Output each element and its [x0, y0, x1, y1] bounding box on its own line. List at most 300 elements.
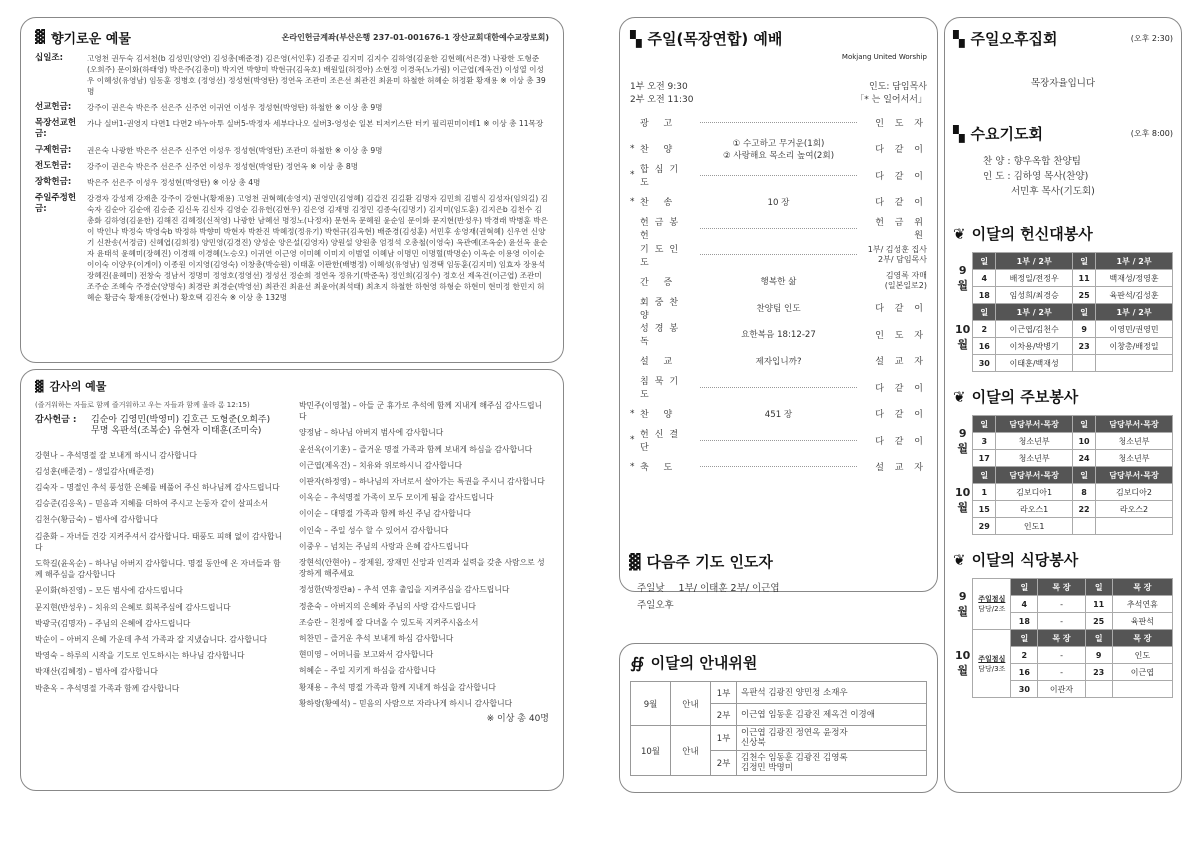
thanks-item: 김숙자 – 명절인 추석 풍성한 은혜를 베풀어 주신 하나님께 감사드립니다: [35, 483, 280, 493]
order-item-person: 다 같 이: [875, 198, 927, 209]
offering-label: 구제헌금:: [35, 145, 72, 155]
thanks-item: 정성한(박정란a) – 추석 연휴 출입을 지켜주심을 감사드립니다: [299, 585, 510, 595]
dotted-leader: [700, 387, 857, 388]
offering-names: 강주이 권은숙 박은주 선은주 신주연 이귀연 이성우 정성현(박영탄) 하철한 ※ 이상 총 9명: [87, 103, 383, 112]
guide-names: 이근엽 임동훈 김광진 제옥건 이경애: [737, 704, 927, 726]
schedule-month: 9월: [957, 263, 968, 292]
order-item-person: 다 같 이: [875, 436, 927, 447]
standing-mark: *: [630, 461, 635, 472]
next-week-title: 다음주 기도 인도자: [646, 553, 773, 571]
schedule-header-cell: 담당부서·목장: [1095, 416, 1172, 433]
thanks-item: 도학길(윤옥순) – 하나님 아버지 감사합니다. 명절 동안에 온 자녀들과 함께 해주심을 감사합니다: [35, 559, 281, 580]
schedule-row: [953, 433, 1173, 450]
thanks-right-column: [299, 400, 549, 725]
schedule-assignee: 이창총/배정일: [1096, 338, 1173, 355]
section-mark-icon: ▚: [953, 29, 965, 48]
thanks-item: 김성훈(배준경) – 생일감사(배준경): [35, 466, 154, 476]
offering-names: 권은숙 나광한 박은주 선은주 신주연 이성우 정성현(박영탄) 조관미 하철한 ※ 이상 총 9명: [87, 146, 383, 155]
worship-order-row: [630, 374, 927, 401]
schedule-assignee: [1112, 681, 1172, 698]
leaf-icon: ❦: [953, 387, 966, 406]
wednesday-leader: 인 도 : 김하영 목사(찬양): [983, 171, 1089, 182]
schedule-month: 9월: [957, 589, 968, 618]
meal-team: 담당/3조: [978, 664, 1006, 673]
schedule-month: 10월: [955, 486, 971, 514]
schedule-header-row: [953, 467, 1173, 484]
worship-order-row: [630, 189, 927, 216]
schedule-day: 16: [973, 338, 996, 355]
meal-team: 담당/2조: [978, 605, 1006, 613]
guide-role: 안내: [671, 682, 711, 726]
leaf-icon: ❦: [953, 550, 966, 569]
offering-label: 십일조:: [35, 53, 64, 63]
thanks-item: 박순이 – 아버지 은혜 가운데 추석 가족과 잘 지냈습니다. 감사합니다: [35, 635, 268, 645]
schedule-day: 15: [973, 501, 996, 518]
worship-order-row: [630, 215, 927, 242]
thanks-item: 윤선옥(이기훈) – 즐거운 명절 가족과 함께 보내게 하심을 감사합니다: [299, 444, 533, 454]
right-panel: [944, 17, 1182, 793]
schedule-header-cell: 일: [1073, 416, 1096, 433]
thanks-item: 이이순 – 대명절 가족과 함께 하신 주님 감사합니다: [299, 509, 471, 519]
order-item-person: 헌 금 위 원: [875, 218, 927, 242]
order-item-detail: 찬양팀 인도: [756, 303, 801, 314]
worship-order-row: [630, 162, 927, 189]
schedule-assignee: 이차용/박병기: [996, 338, 1073, 355]
guide-table: [630, 681, 927, 776]
schedule-header-cell: 1부 / 2부: [996, 304, 1073, 321]
dotted-leader: [700, 228, 857, 229]
worship-leader: 인도: 담임목사: [868, 82, 927, 92]
offering-label: 장학헌금:: [35, 177, 72, 187]
schedule-day: 18: [1011, 613, 1038, 630]
order-item-person: 설 교 자: [875, 463, 927, 474]
schedule-day: 10: [1073, 433, 1096, 450]
thanks-item: 문이화(하진영) – 모든 범사에 감사드립니다: [35, 586, 183, 596]
schedule-month: 9월: [957, 426, 968, 455]
guide-header: [630, 652, 927, 673]
schedule-meal-label: [973, 579, 1011, 630]
schedule-header-row: [953, 579, 1173, 596]
guide-names: 옥판석 김광진 양민정 소재우: [737, 682, 927, 704]
next-week-panel: [619, 551, 938, 641]
schedule-day: 16: [1011, 664, 1038, 681]
schedule-assignee: 청소년부: [996, 433, 1073, 450]
worship-standing-note: 「* 는 일어서서」: [855, 95, 927, 105]
section-mark-icon: ∯: [630, 653, 645, 672]
standing-mark: *: [630, 196, 635, 207]
thanks-left-column: [35, 400, 285, 725]
schedule-header-row: [953, 304, 1173, 321]
thanks-item: 박민주(이영철) – 아들 군 휴가로 추석에 함께 지내게 해주심 감사드립니다: [299, 401, 543, 422]
standing-mark: *: [630, 143, 635, 154]
bulletin-title: 이달의 주보봉사: [971, 388, 1079, 406]
schedule-row: [953, 287, 1173, 304]
guide-part: 1부: [711, 682, 737, 704]
wednesday-title: 수요기도회: [970, 125, 1043, 143]
guide-role: 안내: [671, 726, 711, 776]
schedule-assignee: 김보디아1: [996, 484, 1073, 501]
thanks-item: 강현나 – 추석명절 잘 보내게 하시니 감사합니다: [35, 450, 197, 460]
order-item-detail: 제자입니까?: [755, 356, 802, 367]
offering-row: [35, 161, 549, 172]
thanks-item: 박영숙 – 하루의 시작을 기도로 인도하시는 하나님 감사합니다: [35, 651, 245, 661]
schedule-meal-label: [973, 630, 1011, 698]
offering-label: 목장선교헌금:: [35, 118, 77, 139]
schedule-header-cell: 일: [973, 253, 996, 270]
schedule-day: 4: [1011, 596, 1038, 613]
worship-order-row: [630, 268, 927, 295]
schedule-header-cell: 목 장: [1038, 579, 1085, 596]
schedule-day: 29: [973, 518, 996, 535]
schedule-header-cell: 목 장: [1112, 630, 1172, 647]
schedule-assignee: -: [1038, 613, 1085, 630]
schedule-day: 30: [1011, 681, 1038, 698]
schedule-day: 25: [1073, 287, 1096, 304]
schedule-header-cell: 일: [973, 416, 996, 433]
guide-names: 김천수 임동훈 김광진 김영록 김정민 박명미: [737, 751, 927, 776]
worship-order-row: [630, 427, 927, 454]
next-week-afternoon-label: 주일오후: [637, 600, 674, 611]
cafeteria-header: [953, 549, 1173, 570]
next-week-header: [629, 551, 928, 572]
schedule-day: 9: [1085, 647, 1112, 664]
thanks-item: 박광국(김명자) – 주님의 은혜에 감사드립니다: [35, 618, 191, 628]
wednesday-praise: 찬 양 : 향우옥합 찬양팀: [983, 156, 1081, 167]
guide-panel: [619, 643, 938, 793]
schedule-day: [1073, 355, 1096, 372]
order-item-person: 다 같 이: [875, 383, 927, 394]
schedule-assignee: 청소년부: [996, 450, 1073, 467]
dotted-leader: [700, 175, 857, 176]
thanks-item: 현미영 – 어머니를 보고와서 감사합니다: [299, 650, 434, 660]
thanks-head-label: 감사헌금 :: [35, 415, 77, 426]
worship-order-row: [630, 242, 927, 269]
offering-names: 고영천 권두숙 김서천(b 김성민(양연) 김성총(배준경) 김은영(서인후) 김종균 김지미 김지수 김하영(김윤한 김현혜(서은경) 나광한 도형준(오희주) 문이화(하태영) 박은주(김총미) 박지연 박향미 박현규(김옥호) 배원일(허정아) 소현정 이경옥(노가림) 이근엽(제옥건) 이성열 이성우 이혜성(유영남) 임동훈 정병호 (정영선) 정성현(박영탄) 정연옥 조관미 조은선 최관진 최윤미 하철한 허혜순 허정환 황재용 ※ 이상 총 39명: [87, 54, 546, 96]
thanks-item: 허혜순 – 주일 지키게 하심을 감사합니다: [299, 666, 436, 676]
schedule-day: 24: [1073, 450, 1096, 467]
schedule-assignee: 인도1: [996, 518, 1073, 535]
worship-order-row: [630, 348, 927, 375]
dotted-leader: [700, 122, 857, 123]
schedule-header-cell: 일: [1073, 304, 1096, 321]
thanks-item: 장현석(안현아) – 장제원, 장재민 신앙과 인격과 실력을 갖춘 사람으로 성장하게 해주세요: [299, 558, 545, 579]
worship-order-row: [630, 109, 927, 136]
schedule-header-cell: 담당부서·목장: [1095, 467, 1172, 484]
order-item-person: 다 같 이: [875, 171, 927, 182]
schedule-header-row: [953, 253, 1173, 270]
thanks-item: 황재용 – 추석 명절 가족과 함께 지내게 하심을 감사합니다: [299, 682, 496, 692]
thanks-item: 김천수(황금숙) – 범사에 감사합니다: [35, 515, 158, 525]
schedule-assignee: [1095, 518, 1172, 535]
thanks-item: 양정남 – 하나님 아버지 범사에 감사합니다: [299, 428, 444, 438]
bulletin-header: [953, 386, 1173, 407]
schedule-day: 11: [1073, 270, 1096, 287]
afternoon-time: (오후 2:30): [1130, 34, 1173, 43]
schedule-day: 2: [1011, 647, 1038, 664]
offering-label: 선교헌금:: [35, 102, 72, 112]
schedule-day: 4: [973, 270, 996, 287]
schedule-row: [953, 321, 1173, 338]
meal-label: 주일점심: [978, 654, 1006, 663]
thanks-item: 허찬민 – 즐거운 추석 보내게 하심 감사합니다: [299, 634, 454, 644]
guide-part: 2부: [711, 751, 737, 776]
worship-time-1: 1부 오전 9:30: [630, 82, 688, 92]
schedule-header-row: [953, 630, 1173, 647]
order-item-name: 헌금봉헌: [640, 218, 685, 242]
thanks-item: 이판자(하정영) – 하나님의 자녀로서 살아가는 특권을 주시니 감사합니다: [299, 477, 545, 487]
worship-order-row: [630, 136, 927, 163]
wednesday-leader-2: 서민후 목사(기도회): [1011, 186, 1095, 197]
section-mark-icon: ▓: [35, 30, 45, 45]
guide-names: 이근엽 김광진 정연옥 윤정자 신상북: [737, 726, 927, 751]
thanks-item: 김승준(김응옥) – 믿음과 지혜를 더하여 주시고 논둥자 같이 살피소서: [35, 499, 269, 509]
schedule-day: 23: [1073, 338, 1096, 355]
order-item-name: 설 교: [640, 357, 679, 368]
order-item-name: 찬 송: [640, 198, 679, 209]
offering-names: 강경자 강성재 강재춘 강주이 강현나(황재용) 고영천 권혁혜(송영지) 권영민(김영혜) 김갑진 김길환 김명자 김민희 김범식 김성자(임의길) 김숙자 김순아 김순애 김승준 김신옥 김신자 김영순 김유헌(김현우) 김은영 김재명 김정민 김종숙(김명기) 김지미(임도훈) 김지은b 김천수 김총화 김하영(김윤한) 김해진 김혜정(신적영) 나광한 남혜선 명정노(나정자) 문현옥 문혜원 윤순임 문이화 문지현(반성우) 박경래 박병훈 박은이 박인나 박정숙 박영숙b 박정하 박향미 박현자 박찬진 박혜정(정유기) 박현규(김옥현) 배준경(김성훈) 서민후 송영재(권혁혜) 신우연 신양기 신찬송(서정금) 신혜엽(김희정) 양민영(김경진) 양성순 양은설(김영자) 양원설 양원총 엄정석 오총철(이영숙) 옥관예(조옥순) 윤선옥 윤순자 윤태석 윤혜미(장혜진) 이경해 이경혜(노승오) 이귀연 이근영 이미혜 이미지 이범열 이혜남 이명민 이명혈(박명순) 이옥순 이용영 이이순 이이숙 이양우(이게이) 이종원 이지영(김영숙) 이창총(박승원) 이태훈 이판한(배병정) 이혜성(유영남) 임경택 임동훈(김지미) 임효자 장용석 장혜진(윤혜미) 전창숙 정남서 정명미 정영호(정영선) 정성선 정순희 정연옥 정유기(박준옥) 정인희(김징수) 정호선 제옥건(이근엽) 조관미 조주순 조혜숙 주경순(양명숙) 최경란 최경순(박영선) 최관진 최윤선 최윤아(최석태) 최초지 하철한 하현영 하형순 하현미 현미정 한민지 허혜순 황금숙 황재용(강현나) 황호택 김진숙 ※ 이상 총 132명: [87, 194, 548, 302]
order-item-name: 침묵기도: [640, 377, 685, 401]
section-mark-icon: ▚: [953, 124, 965, 143]
order-item-person: 1부/ 김성훈 집사 2부/ 담임목사: [867, 244, 927, 264]
worship-title: 주일(목장연합) 예배: [647, 30, 783, 48]
schedule-day: 22: [1073, 501, 1096, 518]
schedule-assignee: [1096, 355, 1173, 372]
schedule-row: [953, 484, 1173, 501]
offering-row: [35, 193, 549, 303]
schedule-header-cell: 1부 / 2부: [1096, 253, 1173, 270]
thanks-head-line: 무명 옥판석(조복순) 유현자 이태훈(조미숙): [91, 426, 262, 437]
schedule-assignee: 이근엽/김천수: [996, 321, 1073, 338]
offering-list: [35, 53, 549, 303]
standing-mark: *: [630, 435, 635, 446]
schedule-header-cell: 1부 / 2부: [996, 253, 1073, 270]
worship-order-row: [630, 454, 927, 481]
schedule-assignee: -: [1038, 647, 1085, 664]
order-item-name: 성경봉독: [640, 324, 685, 348]
dotted-leader: [700, 466, 857, 467]
thanks-item: 이근엽(제옥건) – 치유와 위로하시니 감사합니다: [299, 460, 462, 470]
thanks-item: 김춘화 – 자녀들 건강 지켜주셔서 감사합니다. 태풍도 피해 없이 감사합니다: [35, 531, 283, 552]
schedule-header-cell: 일: [1073, 253, 1096, 270]
offering-label: 주일주정헌금:: [35, 193, 77, 214]
schedule-header-cell: 담당부서·목장: [996, 416, 1073, 433]
next-week-day-value: 1부/ 이태훈 2부/ 이근엽: [678, 583, 780, 594]
offering-panel: [20, 17, 564, 363]
afternoon-text: 목장자율입니다: [1030, 78, 1096, 89]
order-item-name: 회중찬양: [640, 297, 685, 321]
schedule-day: 11: [1085, 596, 1112, 613]
order-item-person: 김영록 자매 (일본일로2): [884, 271, 927, 291]
schedule-header-cell: 일: [1073, 467, 1096, 484]
guide-part: 2부: [711, 704, 737, 726]
schedule-day: 30: [973, 355, 996, 372]
afternoon-title: 주일오후집회: [970, 30, 1058, 48]
schedule-month: 10월: [955, 323, 971, 351]
next-week-day-label: 주일낮: [637, 583, 665, 594]
schedule-row: [953, 355, 1173, 372]
schedule-assignee: 육판석: [1112, 613, 1172, 630]
schedule-assignee: 라오스1: [996, 501, 1073, 518]
dedication-table: [953, 252, 1173, 372]
schedule-row: [953, 501, 1173, 518]
schedule-header-cell: 일: [1085, 630, 1112, 647]
standing-mark: *: [630, 408, 635, 419]
schedule-row: [953, 450, 1173, 467]
schedule-row: [953, 270, 1173, 287]
leaf-icon: ❦: [953, 224, 966, 243]
worship-header: [630, 28, 927, 49]
schedule-day: 2: [973, 321, 996, 338]
schedule-row: [953, 518, 1173, 535]
worship-order-row: [630, 295, 927, 322]
guide-month: 9월: [631, 682, 671, 726]
order-item-person: 다 같 이: [875, 410, 927, 421]
guide-row: [631, 726, 927, 751]
thanks-item: 정춘숙 – 아버지의 은혜와 주님의 사랑 감사드립니다: [299, 601, 476, 611]
offering-row: [35, 53, 549, 97]
thanks-item: 조승란 – 친정에 잘 다녀올 수 있도록 지켜주시옵소서: [299, 617, 479, 627]
thanks-item: 이옥순 – 추석명절 가족이 모두 모이게 됨을 감사드립니다: [299, 493, 494, 503]
schedule-day: 25: [1085, 613, 1112, 630]
schedule-month: 10월: [955, 649, 971, 677]
thanks-panel: [20, 369, 564, 791]
order-item-person: 인 도 자: [875, 118, 927, 129]
schedule-day: 9: [1073, 321, 1096, 338]
schedule-day: [1085, 681, 1112, 698]
order-item-name: 헌신결단: [640, 430, 685, 454]
schedule-assignee: 추석연휴: [1112, 596, 1172, 613]
schedule-day: [1073, 518, 1096, 535]
section-mark-icon: ▓: [35, 379, 44, 393]
thanks-title: 감사의 예물: [49, 380, 107, 393]
order-item-detail: ① 수고하고 무거운(1회) ② 사랑해요 목소리 높여(2회): [722, 138, 835, 161]
schedule-assignee: 이관자: [1038, 681, 1085, 698]
schedule-assignee: 청소년부: [1095, 433, 1172, 450]
order-item-person: 인 도 자: [875, 330, 927, 341]
schedule-header-cell: 일: [1011, 630, 1038, 647]
schedule-day: 18: [973, 287, 996, 304]
schedule-row: [953, 338, 1173, 355]
thanks-item: 박춘옥 – 추석명절 가족과 함께 감사합니다: [35, 683, 180, 693]
schedule-header-cell: 일: [973, 304, 996, 321]
offering-names: 가나 실버1-권영지 다면1 다면2 바누아투 실버5-박정자 세부다나오 실버3-영성순 일본 티저키스탄 터키 필리핀미이테1 ※ 이상 총 11목장: [87, 119, 544, 128]
guide-title: 이달의 안내위원: [650, 654, 758, 672]
schedule-header-cell: 목 장: [1112, 579, 1172, 596]
schedule-assignee: 육판석/김성훈: [1096, 287, 1173, 304]
worship-order-row: [630, 401, 927, 428]
order-item-name: 광 고: [640, 118, 679, 129]
thanks-header: [35, 378, 549, 394]
schedule-assignee: -: [1038, 596, 1085, 613]
schedule-header-cell: 일: [1085, 579, 1112, 596]
offering-names: 박은주 선은주 이성우 정성현(박영탄) ※ 이상 총 4명: [87, 178, 261, 187]
schedule-assignee: 김보디아2: [1095, 484, 1172, 501]
thanks-item: 이중우 – 넘치는 주님의 사랑과 은혜 감사드립니다: [299, 541, 469, 551]
schedule-assignee: 라오스2: [1095, 501, 1172, 518]
thanks-item: 이인숙 – 주일 성수 할 수 있어서 감사합니다: [299, 525, 449, 535]
schedule-assignee: 백재성/정영훈: [1096, 270, 1173, 287]
offering-names: 강주이 권은숙 박은주 선은주 신주연 이성우 정성현(박영탄) 정연옥 ※ 이상 총 8명: [87, 162, 359, 171]
schedule-assignee: 청소년부: [1095, 450, 1172, 467]
order-item-name: 축 도: [640, 463, 679, 474]
order-item-name: 기도인도: [640, 244, 685, 268]
offering-row: [35, 102, 549, 113]
schedule-day: 17: [973, 450, 996, 467]
cafeteria-table: [953, 578, 1173, 698]
guide-row: [631, 682, 927, 704]
dedication-title: 이달의 헌신대봉사: [971, 225, 1093, 243]
schedule-assignee: 인도: [1112, 647, 1172, 664]
order-item-person: 다 같 이: [875, 304, 927, 315]
section-mark-icon: ▓: [629, 552, 641, 571]
schedule-header-row: [953, 416, 1173, 433]
order-item-name: 찬 양: [640, 145, 679, 156]
order-item-name: 간 증: [640, 277, 679, 288]
dotted-leader: [700, 254, 857, 255]
thanks-total: ※ 이상 총 40명: [486, 714, 549, 725]
worship-subtitle: Mokjang United Worship: [841, 53, 927, 61]
thanks-item: 황하랑(황예석) – 믿음의 사람으로 자라나게 하시니 감사합니다: [299, 698, 513, 708]
meal-label: 주일점심: [978, 595, 1006, 603]
order-item-name: 찬 양: [640, 410, 679, 421]
schedule-assignee: 이근엽: [1112, 664, 1172, 681]
order-item-name: 합심기도: [640, 165, 685, 189]
wednesday-time: (오후 8:00): [1130, 129, 1173, 138]
offering-header: [35, 28, 131, 47]
order-item-person: 설 교 자: [875, 357, 927, 368]
worship-order-list: [630, 109, 927, 480]
guide-month: 10월: [631, 726, 671, 776]
schedule-header-cell: 목 장: [1038, 630, 1085, 647]
section-mark-icon: ▚: [630, 29, 642, 48]
order-item-detail: 451 장: [764, 409, 793, 420]
schedule-header-cell: 일: [973, 467, 996, 484]
order-item-detail: 10 장: [767, 197, 790, 208]
offering-account: 온라인헌금계좌(부산은행 237-01-001676-1 장산교회대한예수교장로회): [281, 33, 549, 42]
offering-label: 전도헌금:: [35, 161, 72, 171]
dotted-leader: [700, 440, 857, 441]
schedule-day: 8: [1073, 484, 1096, 501]
worship-time-2: 2부 오전 11:30: [630, 95, 694, 105]
dedication-header: [953, 223, 1173, 244]
bulletin-table: [953, 415, 1173, 535]
schedule-assignee: -: [1038, 664, 1085, 681]
thanks-head-line: 김순아 김영민(박영미) 김호근 도형준(오희주): [91, 415, 271, 426]
offering-row: [35, 177, 549, 188]
guide-part: 1부: [711, 726, 737, 751]
thanks-item: 문지현(반성우) – 치유의 은혜로 회복주심에 감사드립니다: [35, 602, 231, 612]
schedule-assignee: 이태훈/백재성: [996, 355, 1073, 372]
schedule-assignee: 배정일/전정우: [996, 270, 1073, 287]
schedule-day: 3: [973, 433, 996, 450]
thanks-item: 박재산(김혜정) – 범사에 감사합니다: [35, 667, 158, 677]
offering-row: [35, 145, 549, 156]
schedule-header-cell: 1부 / 2부: [1096, 304, 1173, 321]
schedule-day: 23: [1085, 664, 1112, 681]
worship-panel: [619, 17, 938, 592]
schedule-assignee: 이영민/권영민: [1096, 321, 1173, 338]
schedule-assignee: 임성희/최경승: [996, 287, 1073, 304]
thanks-note: (즐거워하는 자들로 함께 즐거워하고 우는 자들과 함께 울라 롬 12:15): [35, 401, 250, 409]
schedule-header-cell: 일: [1011, 579, 1038, 596]
cafeteria-title: 이달의 식당봉사: [971, 551, 1079, 569]
offering-title: 향기로운 예물: [51, 32, 131, 47]
standing-mark: *: [630, 170, 635, 181]
afternoon-header: [953, 28, 1058, 49]
schedule-header-cell: 담당부서·목장: [996, 467, 1073, 484]
wednesday-header: [953, 123, 1043, 144]
offering-row: [35, 118, 549, 140]
